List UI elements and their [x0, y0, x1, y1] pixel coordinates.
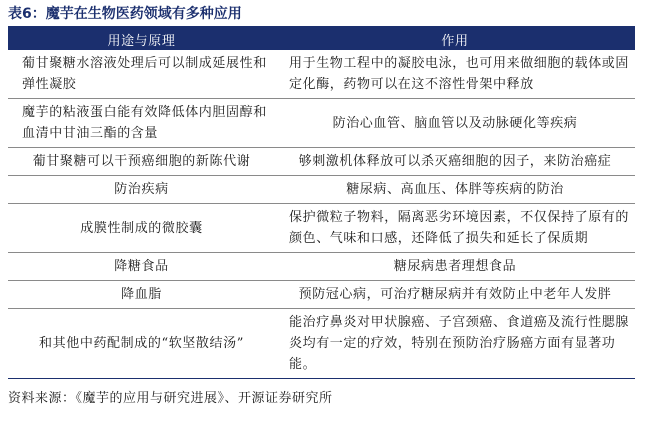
- applications-table: [8, 28, 635, 379]
- cell-usage: 葡甘聚糖水溶液处理后可以制成延展性和弹性凝胶: [8, 50, 275, 99]
- cell-effect: 能治疗鼻炎对甲状腺癌、子宫颈癌、食道癌及流行性腮腺炎均有一定的疗效，特别在预防治疗肠癌方面有显著功能。: [275, 309, 635, 379]
- cell-effect: 糖尿病、高血压、体胖等疾病的防治: [275, 176, 635, 204]
- table-row: [8, 309, 635, 379]
- cell-effect: 糖尿病患者理想食品: [275, 253, 635, 281]
- table-row: [8, 253, 635, 281]
- table-row: [8, 50, 635, 99]
- cell-usage: 葡甘聚糖可以干预癌细胞的新陈代谢: [8, 148, 275, 176]
- cell-usage: 成膜性制成的微胶囊: [8, 204, 275, 253]
- table-title: 表6：魔芋在生物医药领域有多种应用: [8, 6, 242, 22]
- header-usage-principle: 用途与原理: [8, 28, 275, 50]
- cell-usage: 和其他中药配制成的“软坚散结汤”: [8, 309, 275, 379]
- cell-effect: 预防冠心病，可治疗糖尿病并有效防止中老年人发胖: [275, 281, 635, 309]
- cell-effect: 用于生物工程中的凝胶电泳，也可用来做细胞的载体或固定化酶，药物可以在这不溶性骨架中释放: [275, 50, 635, 99]
- table-row: [8, 204, 635, 253]
- cell-effect: 够刺激机体释放可以杀灭癌细胞的因子，来防治癌症: [275, 148, 635, 176]
- header-effect: 作用: [275, 28, 635, 50]
- cell-usage: 防治疾病: [8, 176, 275, 204]
- cell-usage: 降血脂: [8, 281, 275, 309]
- cell-usage: 降糖食品: [8, 253, 275, 281]
- table-row: [8, 99, 635, 148]
- cell-usage: 魔芋的粘液蛋白能有效降低体内胆固醇和血清中甘油三酯的含量: [8, 99, 275, 148]
- cell-effect: 保护微粒子物料，隔离恶劣环境因素，不仅保持了原有的颜色、气味和口感，还降低了损失和延长了保质期: [275, 204, 635, 253]
- table-row: [8, 176, 635, 204]
- table-header-row: [8, 28, 635, 50]
- table-row: [8, 148, 635, 176]
- source-note: 资料来源：《魔芋的应用与研究进展》、开源证券研究所: [8, 391, 333, 406]
- cell-effect: 防治心血管、脑血管以及动脉硬化等疾病: [275, 99, 635, 148]
- table-row: [8, 281, 635, 309]
